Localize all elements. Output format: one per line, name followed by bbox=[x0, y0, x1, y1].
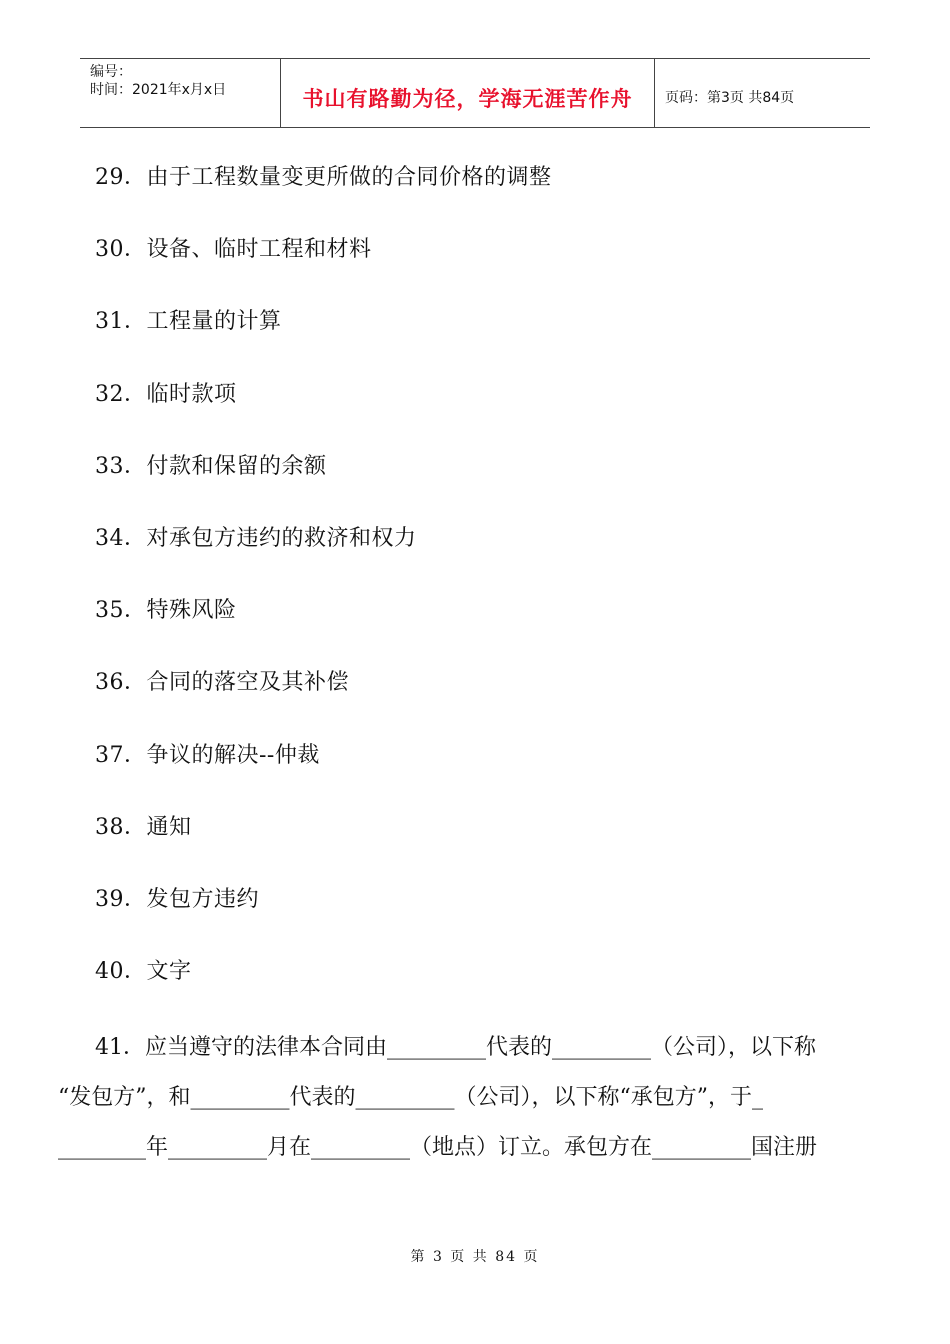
header-motto-cell bbox=[281, 59, 655, 127]
page-footer: 第 3 页 共 84 页 bbox=[410, 1249, 540, 1265]
page-info: 页码：第3页 共84页 bbox=[665, 90, 795, 106]
header-page-cell bbox=[655, 59, 870, 127]
clause-item-29: 29．由于工程数量变更所做的合同价格的调整 bbox=[95, 165, 552, 190]
paragraph-line-1: 41．应当遵守的法律本合同由_________代表的_________（公司），以下称 bbox=[95, 1035, 816, 1060]
clause-item-38: 38．通知 bbox=[95, 814, 192, 840]
code-label: 编号： bbox=[90, 64, 132, 80]
date-line: 时间：2021年x月x日 bbox=[90, 82, 227, 98]
clause-item-39: 39．发包方违约 bbox=[95, 886, 259, 912]
clause-item-31: 31．工程量的计算 bbox=[95, 309, 282, 335]
clause-item-37: 37．争议的解决--仲裁 bbox=[95, 742, 320, 768]
motto-text: 书山有路勤为径，学海无涯苦作舟 bbox=[302, 87, 633, 111]
clause-item-35: 35．特殊风险 bbox=[95, 598, 237, 624]
clause-item-34: 34．对承包方违约的救济和权力 bbox=[95, 525, 417, 551]
clause-item-32: 32．临时款项 bbox=[95, 381, 237, 407]
clause-item-40: 40．文字 bbox=[95, 959, 192, 985]
page-header bbox=[80, 58, 870, 128]
contract-paragraph bbox=[58, 1023, 886, 1173]
header-meta-cell bbox=[80, 59, 281, 127]
clause-item-36: 36．合同的落空及其补偿 bbox=[95, 670, 349, 696]
paragraph-line-2: “发包方”，和_________代表的_________（公司），以下称“承包方”，于_ bbox=[58, 1085, 763, 1110]
clause-list bbox=[95, 160, 552, 1026]
paragraph-line-3: ________年_________月在_________（地点）订立。承包方在_________国注册 bbox=[58, 1135, 818, 1160]
clause-item-30: 30．设备、临时工程和材料 bbox=[95, 237, 372, 263]
clause-item-33: 33．付款和保留的余额 bbox=[95, 453, 327, 479]
